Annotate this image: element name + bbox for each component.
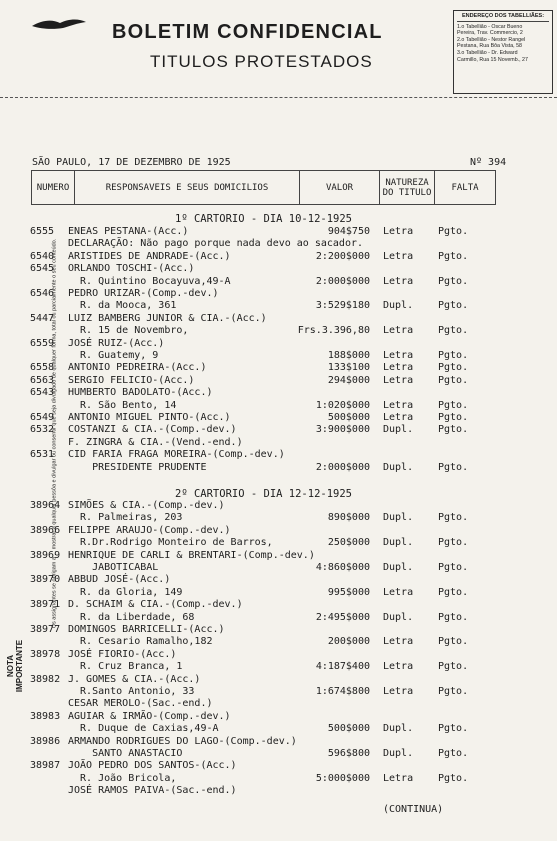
row-status: Pgto.: [438, 661, 469, 673]
row-name: DECLARAÇÃO: Não pago porque nada devo ao sacador.: [68, 238, 364, 250]
row-code: 6549: [30, 412, 55, 423]
row-value: 995$000: [327, 586, 370, 598]
row-name: R.Santo Antonio, 33: [68, 686, 195, 697]
address-box: [453, 10, 553, 94]
row-status: Pgto.: [438, 399, 469, 411]
row-name: R. Guatemy, 9: [68, 350, 159, 361]
row-name: ENEAS PESTANA-(Acc.): [68, 226, 189, 237]
bulletin-number: Nº 394: [470, 157, 507, 168]
row-value: 500$000: [327, 412, 370, 423]
row-kind: Dupl.: [383, 537, 414, 549]
row-code: 6555: [30, 226, 55, 237]
row-kind: Dupl.: [383, 512, 414, 524]
row-status: Pgto.: [438, 723, 469, 735]
row-name: ARISTIDES DE ANDRADE-(Acc.): [68, 250, 231, 262]
row-kind: Letra: [383, 636, 414, 648]
row-value: 2:200$000: [315, 250, 370, 262]
row-value: 200$000: [327, 636, 370, 648]
row-name: JABOTICABAL: [68, 562, 159, 573]
row-name: PEDRO URIZAR-(Comp.-dev.): [68, 288, 219, 299]
header-divider: [0, 97, 557, 98]
row-name: D. SCHAIM & CIA.-(Comp.-dev.): [68, 599, 243, 611]
row-status: Pgto.: [438, 362, 469, 374]
row-value: 890$000: [327, 512, 370, 524]
row-name: HUMBERTO BADOLATO-(Acc.): [68, 387, 213, 399]
continue-label: (CONTINUA): [383, 804, 444, 815]
row-name: R. da Gloria, 149: [68, 586, 183, 598]
row-name: R. da Mooca, 361: [68, 300, 177, 312]
row-status: Pgto.: [438, 374, 469, 386]
row-status: Pgto.: [438, 250, 469, 262]
row-name: ANTONIO MIGUEL PINTO-(Acc.): [68, 412, 231, 423]
row-name: R. Duque de Caxias,49-A: [68, 723, 219, 735]
row-code: 38983: [30, 710, 61, 722]
row-code: 38966: [30, 524, 61, 536]
row-name: ABBUD JOSÉ-(Acc.): [68, 574, 171, 586]
row-name: SANTO ANASTACIO: [68, 748, 183, 759]
row-name: COSTANZI & CIA.-(Comp.-dev.): [68, 424, 237, 436]
row-kind: Letra: [383, 772, 414, 784]
row-name: HENRIQUE DE CARLI & BRENTARI-(Comp.-dev.): [68, 549, 315, 561]
row-kind: Letra: [383, 586, 414, 598]
column-numero: NUMERO: [32, 171, 75, 205]
row-status: Pgto.: [438, 412, 469, 423]
row-name: ARMANDO RODRIGUES DO LAGO-(Comp.-dev.): [68, 735, 297, 747]
row-code: 6540: [30, 250, 55, 262]
sidebar-notice: Os assignantes se obrigam a ... mostrar a qualquer pessôa e divulgar ou consentir que seja divulgado de qualquer forma, total ou parcialmente o seu conteúdo.: [51, 238, 58, 629]
column-header: [31, 170, 496, 205]
row-kind: Letra: [383, 350, 414, 361]
address-line: Carmillo, Rua 15 Novemb., 27: [457, 56, 528, 63]
row-name: CESAR MEROLO-(Sac.-end.): [68, 698, 213, 710]
row-value: 294$000: [327, 374, 370, 386]
row-kind: Letra: [383, 362, 414, 374]
row-value: 133$100: [327, 362, 370, 374]
row-name: R.Dr.Rodrigo Monteiro de Barros,: [68, 537, 273, 549]
address-line: 1.o Tabellião - Oscar Bueno: [457, 23, 523, 30]
row-status: Pgto.: [438, 275, 469, 287]
row-kind: Letra: [383, 686, 414, 697]
row-code: 6532: [30, 424, 55, 436]
row-code: 38982: [30, 673, 61, 685]
row-kind: Letra: [383, 399, 414, 411]
row-code: 5447: [30, 312, 55, 324]
row-value: 904$750: [327, 226, 370, 237]
column-valor: VALOR: [300, 171, 380, 205]
page-title: BOLETIM CONFIDENCIAL: [112, 21, 383, 43]
column-responsaveis: RESPONSAVEIS E SEUS DOMICILIOS: [75, 171, 300, 205]
row-value: 2:000$000: [315, 461, 370, 473]
row-code: 6545: [30, 263, 55, 275]
row-kind: Letra: [383, 250, 414, 262]
row-kind: Letra: [383, 412, 414, 423]
section-heading: 1º CARTORIO - DIA 10-12-1925: [175, 213, 353, 225]
row-name: PRESIDENTE PRUDENTE: [68, 461, 207, 473]
row-name: R. Cesario Ramalho,182: [68, 636, 213, 648]
row-name: CID FARIA FRAGA MOREIRA-(Comp.-dev.): [68, 449, 285, 461]
row-status: Pgto.: [438, 611, 469, 623]
row-name: SIMÕES & CIA.-(Comp.-dev.): [68, 500, 225, 511]
row-code: 38987: [30, 760, 61, 772]
row-kind: Letra: [383, 226, 414, 237]
address-box-title: ENDEREÇO DOS TABELLIÃES:: [457, 13, 549, 22]
row-kind: Letra: [383, 661, 414, 673]
row-code: 38986: [30, 735, 61, 747]
row-name: R. Quintino Bocayuva,49-A: [68, 275, 231, 287]
row-status: Pgto.: [438, 300, 469, 312]
row-kind: Dupl.: [383, 748, 414, 759]
row-name: R. Cruz Branca, 1: [68, 661, 183, 673]
row-status: Pgto.: [438, 772, 469, 784]
row-value: 500$000: [327, 723, 370, 735]
row-kind: Dupl.: [383, 461, 414, 473]
address-line: Pestana, Rua Bôa Vista, 58: [457, 43, 522, 50]
row-status: Pgto.: [438, 748, 469, 759]
row-value: 1:674$800: [315, 686, 370, 697]
row-code: 38970: [30, 574, 61, 586]
row-name: F. ZINGRA & CIA.-(Vend.-end.): [68, 436, 243, 448]
row-code: 6543: [30, 387, 55, 399]
row-code: 38978: [30, 648, 61, 660]
row-value: 1:020$000: [315, 399, 370, 411]
row-status: Pgto.: [438, 226, 469, 237]
row-name: R. da Liberdade, 68: [68, 611, 195, 623]
row-name: SERGIO FELICIO-(Acc.): [68, 374, 195, 386]
row-status: Pgto.: [438, 562, 469, 573]
row-kind: Letra: [383, 275, 414, 287]
row-value: Frs.3.396,80: [297, 325, 370, 337]
row-status: Pgto.: [438, 350, 469, 361]
row-kind: Dupl.: [383, 424, 414, 436]
row-value: 3:900$000: [315, 424, 370, 436]
address-line: 2.o Tabellião - Nestor Rangel: [457, 36, 526, 43]
row-name: JOSÉ RUIZ-(Acc.): [68, 337, 165, 349]
column-falta: FALTA: [435, 171, 496, 205]
address-line: Pereira, Trav. Commercio, 2: [457, 30, 523, 37]
row-name: R. 15 de Novembro,: [68, 325, 189, 337]
bird-logo-icon: [30, 16, 88, 34]
row-status: Pgto.: [438, 686, 469, 697]
row-code: 6563: [30, 374, 55, 386]
row-kind: Dupl.: [383, 723, 414, 735]
row-kind: Dupl.: [383, 562, 414, 573]
row-value: 596$800: [327, 748, 370, 759]
row-status: Pgto.: [438, 586, 469, 598]
row-name: AGUIAR & IRMÃO-(Comp.-dev.): [68, 710, 231, 722]
row-status: Pgto.: [438, 461, 469, 473]
row-kind: Dupl.: [383, 611, 414, 623]
section-heading: 2º CARTORIO - DIA 12-12-1925: [175, 488, 353, 500]
row-code: 38969: [30, 549, 61, 561]
row-status: Pgto.: [438, 537, 469, 549]
row-status: Pgto.: [438, 325, 469, 337]
row-value: 4:187$400: [315, 661, 370, 673]
row-name: J. GOMES & CIA.-(Acc.): [68, 673, 201, 685]
row-status: Pgto.: [438, 512, 469, 524]
row-name: JOÃO PEDRO DOS SANTOS-(Acc.): [68, 760, 237, 772]
row-name: FELIPPE ARAUJO-(Comp.-dev.): [68, 524, 231, 536]
row-value: 2:495$000: [315, 611, 370, 623]
place-date: SÃO PAULO, 17 DE DEZEMBRO DE 1925: [32, 157, 231, 168]
sidebar-note-label: NOTA IMPORTANTE: [6, 639, 24, 693]
row-status: Pgto.: [438, 636, 469, 648]
row-code: 38971: [30, 599, 61, 611]
row-value: 250$000: [327, 537, 370, 549]
row-value: 3:529$180: [315, 300, 370, 312]
row-name: JOSÉ FIORIO-(Acc.): [68, 648, 177, 660]
page-subtitle: TITULOS PROTESTADOS: [150, 52, 373, 71]
row-name: R. Palmeiras, 203: [68, 512, 183, 524]
row-name: LUIZ BAMBERG JUNIOR & CIA.-(Acc.): [68, 312, 267, 324]
column-natureza: NATUREZA DO TITULO: [380, 171, 435, 205]
row-name: ORLANDO TOSCHI-(Acc.): [68, 263, 195, 275]
row-name: DOMINGOS BARRICELLI-(Acc.): [68, 624, 225, 635]
row-code: 6558: [30, 362, 55, 374]
row-code: 6531: [30, 449, 55, 461]
row-name: JOSÉ RAMOS PAIVA-(Sac.-end.): [68, 785, 237, 797]
row-value: 2:000$000: [315, 275, 370, 287]
row-status: Pgto.: [438, 424, 469, 436]
row-code: 6559: [30, 337, 55, 349]
row-name: R. São Bento, 14: [68, 399, 177, 411]
row-value: 4:860$000: [315, 562, 370, 573]
row-code: 38964: [30, 500, 61, 511]
row-code: 38977: [30, 624, 61, 635]
address-line: 3.o Tabellião - Dr. Edward: [457, 49, 518, 56]
row-name: R. João Bricola,: [68, 772, 177, 784]
row-kind: Letra: [383, 325, 414, 337]
row-code: 6546: [30, 288, 55, 299]
row-kind: Dupl.: [383, 300, 414, 312]
row-value: 5:000$000: [315, 772, 370, 784]
row-name: ANTONIO PEDREIRA-(Acc.): [68, 362, 207, 374]
row-kind: Letra: [383, 374, 414, 386]
row-value: 188$000: [327, 350, 370, 361]
